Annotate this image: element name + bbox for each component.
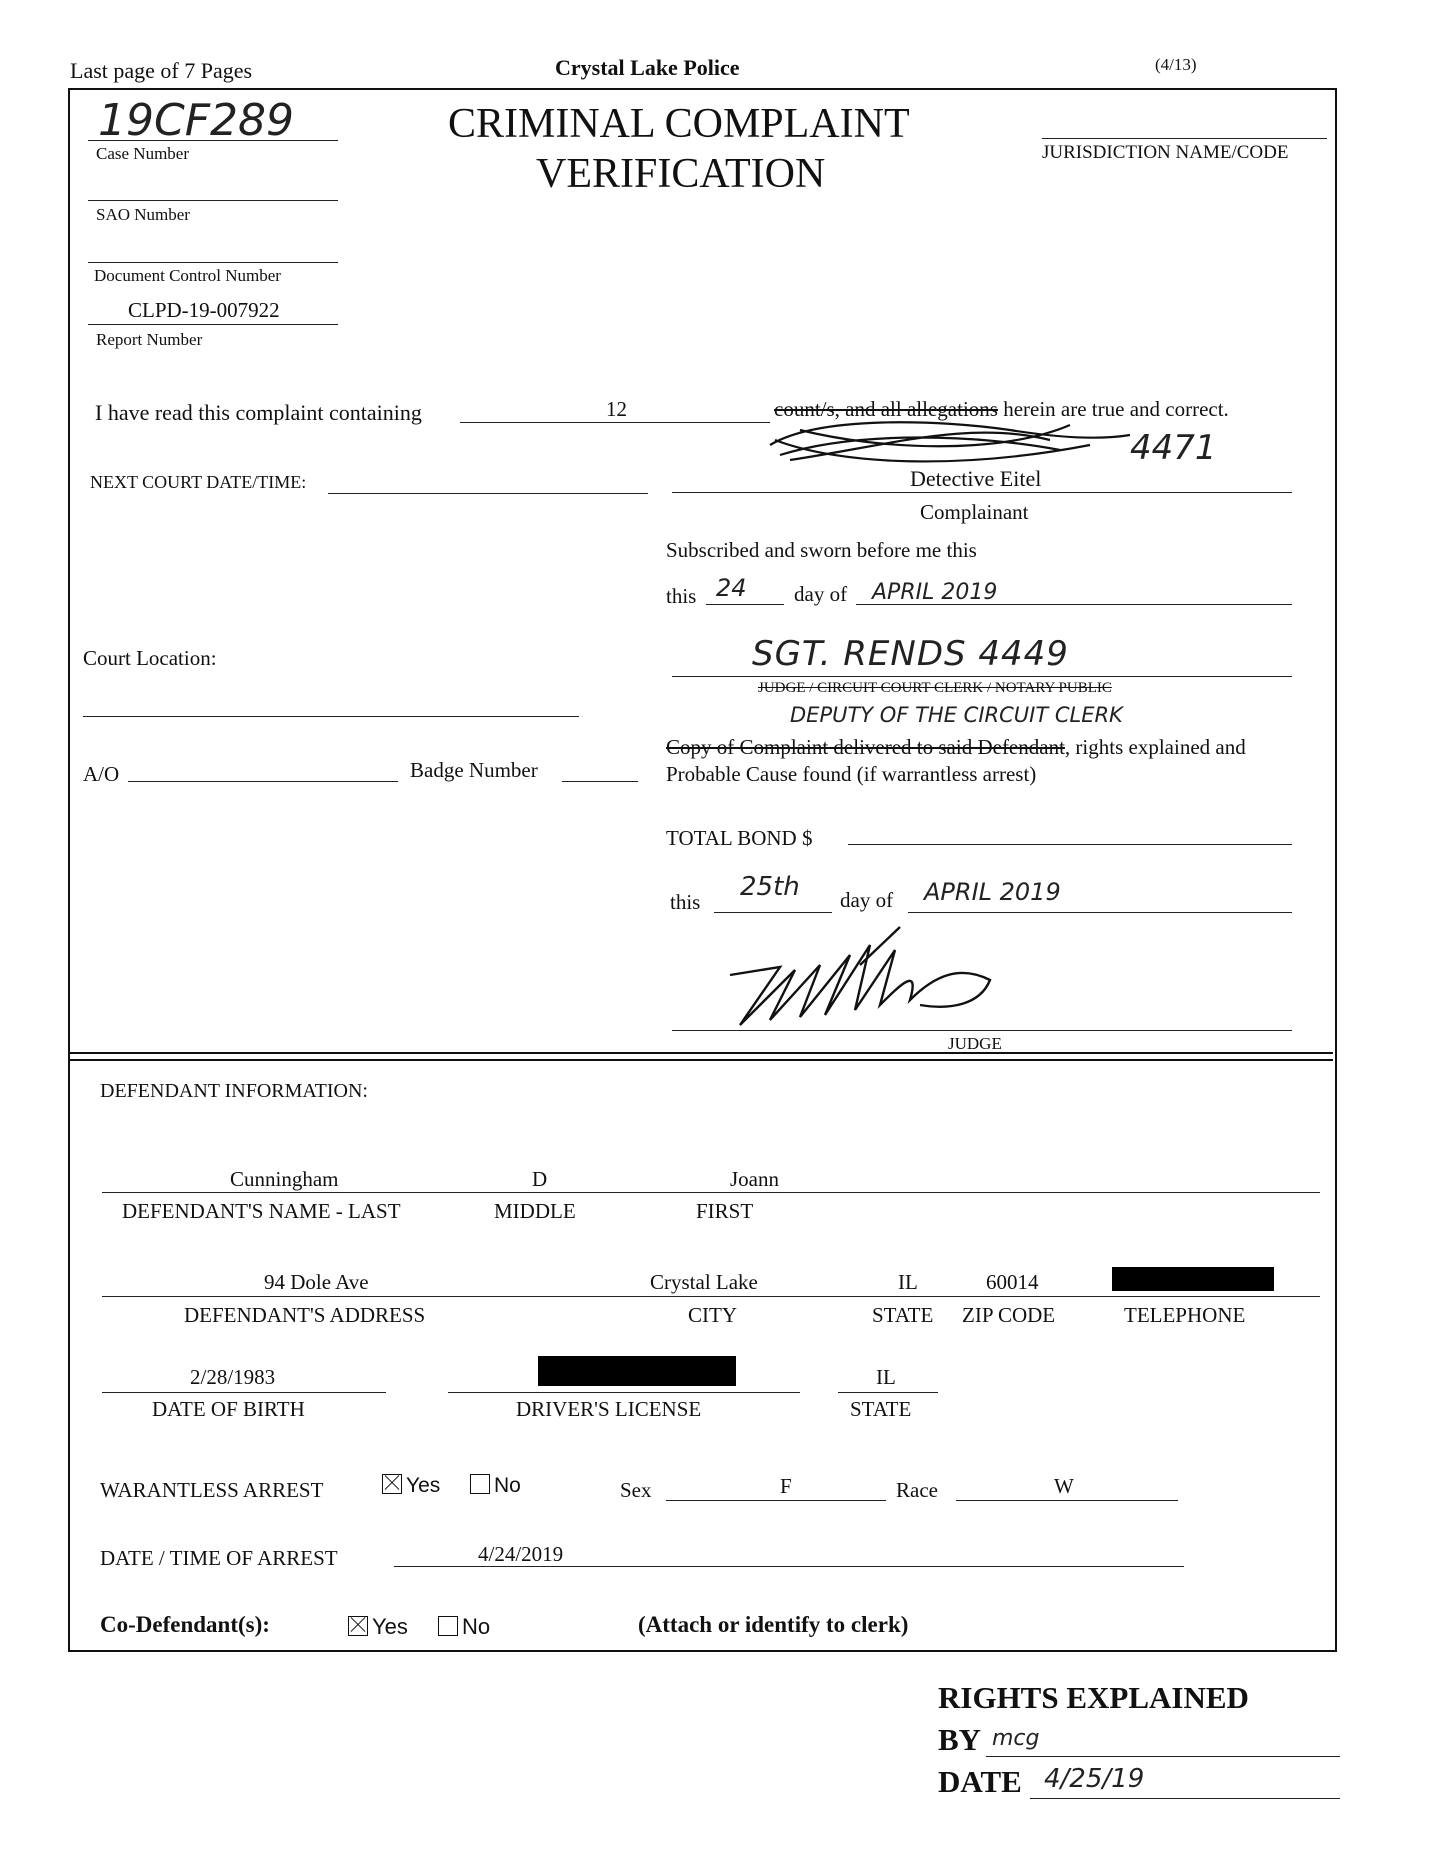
subscribed-text: Subscribed and sworn before me this	[666, 538, 977, 562]
report-number-label: Report Number	[96, 330, 203, 349]
warrantless-label: WARANTLESS ARREST	[100, 1478, 324, 1502]
rights-by-value: mcg	[992, 1726, 1040, 1751]
codefendant-no-checkbox	[438, 1616, 458, 1636]
sex-value: F	[780, 1474, 792, 1498]
warrantless-no-option	[470, 1474, 521, 1498]
warrantless-yes-checkbox	[382, 1474, 402, 1494]
state-label: STATE	[872, 1303, 934, 1327]
sworn-day-value: 24	[716, 574, 747, 602]
sworn-this-label: this	[666, 584, 697, 608]
arrest-datetime-value: 4/24/2019	[478, 1542, 564, 1566]
bond-month-line	[908, 912, 1292, 913]
dl-state-value: IL	[876, 1365, 896, 1389]
telephone-redaction	[1112, 1267, 1274, 1291]
bond-day-line	[714, 912, 832, 913]
dob-line	[102, 1392, 386, 1393]
case-number-line	[88, 140, 338, 141]
officer-title-handwritten: DEPUTY OF THE CIRCUIT CLERK	[790, 703, 1123, 727]
ao-line	[128, 781, 398, 782]
sworn-day-line	[706, 604, 784, 605]
ao-label: A/O	[83, 762, 120, 786]
codefendant-no-label: No	[462, 1614, 491, 1639]
race-line	[956, 1500, 1178, 1501]
warrantless-no-label: No	[494, 1474, 521, 1497]
middle-label: MIDDLE	[494, 1199, 576, 1223]
codefendant-yes-option	[348, 1614, 408, 1640]
sex-label: Sex	[620, 1478, 652, 1502]
drivers-license-line	[448, 1392, 800, 1393]
counts-text-struck: count/s, and all allegations	[774, 397, 998, 421]
city-label: CITY	[688, 1303, 737, 1327]
bond-day-value: 25th	[740, 872, 800, 902]
case-number-label: Case Number	[96, 144, 190, 163]
codefendant-yes-label: Yes	[372, 1614, 408, 1639]
probable-cause-text: Probable Cause found (if warrantless arrest)	[666, 762, 1037, 786]
arrest-datetime-label: DATE / TIME OF ARREST	[100, 1546, 338, 1570]
defendant-section-label: DEFENDANT INFORMATION:	[100, 1080, 368, 1102]
agency-name: Crystal Lake Police	[555, 55, 740, 80]
defendant-last-name: Cunningham	[230, 1167, 339, 1191]
defendant-address: 94 Dole Ave	[264, 1270, 369, 1294]
rights-date-line	[1030, 1798, 1340, 1799]
defendant-middle: D	[532, 1167, 548, 1191]
sao-number-line	[88, 200, 338, 201]
complainant-badge-handwritten: 4471	[1130, 428, 1217, 468]
officer-sig-line	[672, 676, 1292, 677]
sworn-day-of-label: day of	[794, 582, 848, 606]
next-court-label: NEXT COURT DATE/TIME:	[90, 472, 307, 492]
sao-number-label: SAO Number	[96, 205, 190, 224]
zip-code-label: ZIP CODE	[962, 1303, 1056, 1327]
codefendant-no-option	[438, 1614, 490, 1640]
judge-signature	[720, 925, 1010, 1035]
total-bond-label: TOTAL BOND $	[666, 826, 813, 850]
report-number-value: CLPD-19-007922	[128, 298, 280, 322]
rights-by-line	[986, 1756, 1340, 1757]
bond-day-of-label: day of	[840, 888, 894, 912]
rights-by-label: BY	[938, 1722, 982, 1757]
page-info: Last page of 7 Pages	[70, 58, 253, 83]
officer-title-struck: JUDGE / CIRCUIT COURT CLERK / NOTARY PUBLIC	[758, 680, 1112, 696]
court-location-line	[83, 716, 579, 717]
form-title-line1: CRIMINAL COMPLAINT	[448, 101, 910, 147]
warrantless-no-checkbox	[470, 1474, 490, 1494]
name-line	[102, 1192, 1320, 1193]
complainant-label: Complainant	[920, 500, 1029, 524]
codefendant-yes-checkbox	[348, 1616, 368, 1636]
next-court-line	[328, 493, 648, 494]
rights-date-value: 4/25/19	[1044, 1764, 1145, 1794]
telephone-label: TELEPHONE	[1124, 1303, 1246, 1327]
bond-month-value: APRIL 2019	[924, 878, 1061, 906]
first-name-label: FIRST	[696, 1199, 754, 1223]
defendant-zip: 60014	[986, 1270, 1039, 1294]
defendant-city: Crystal Lake	[650, 1270, 758, 1294]
doc-control-line	[88, 262, 338, 263]
rights-date-label: DATE	[938, 1764, 1022, 1799]
address-line	[102, 1296, 1320, 1297]
report-number-line	[88, 324, 338, 325]
copy-delivered-text	[666, 735, 1246, 760]
judge-label: JUDGE	[948, 1034, 1002, 1053]
total-bond-line	[848, 844, 1292, 845]
address-label: DEFENDANT'S ADDRESS	[184, 1303, 426, 1327]
drivers-license-redaction	[538, 1356, 736, 1386]
badge-number-label: Badge Number	[410, 758, 538, 782]
copy-delivered-rest: , rights explained and	[1064, 735, 1246, 759]
sex-line	[666, 1500, 886, 1501]
jurisdiction-label: JURISDICTION NAME/CODE	[1042, 142, 1289, 163]
drivers-license-label: DRIVER'S LICENSE	[516, 1397, 702, 1421]
officer-signature: SGT. RENDS 4449	[752, 634, 1069, 674]
badge-number-line	[562, 781, 638, 782]
dl-state-label: STATE	[850, 1397, 912, 1421]
counts-text-rest: herein are true and correct.	[997, 397, 1229, 421]
case-number-value: 19CF289	[98, 95, 295, 146]
jurisdiction-line	[1042, 138, 1327, 139]
dob-label: DATE OF BIRTH	[152, 1397, 305, 1421]
dl-state-line	[838, 1392, 938, 1393]
rights-explained-title: RIGHTS EXPLAINED	[938, 1680, 1249, 1715]
race-label: Race	[896, 1478, 938, 1502]
form-title-line2: VERIFICATION	[536, 151, 826, 197]
section-divider	[70, 1052, 1333, 1061]
judge-line	[672, 1030, 1292, 1031]
copy-delivered-struck: Copy of Complaint delivered to said Defendant	[666, 735, 1065, 759]
counts-line	[460, 422, 770, 423]
defendant-state: IL	[898, 1270, 918, 1294]
attach-identify-text: (Attach or identify to clerk)	[638, 1612, 909, 1637]
bond-this-label: this	[670, 890, 701, 914]
counts-value: 12	[606, 397, 627, 421]
codefendant-label: Co-Defendant(s):	[100, 1612, 270, 1637]
race-value: W	[1054, 1474, 1074, 1498]
warrantless-yes-label: Yes	[406, 1474, 441, 1497]
defendant-first-name: Joann	[730, 1167, 779, 1191]
complainant-name: Detective Eitel	[910, 466, 1042, 491]
defendant-dob: 2/28/1983	[190, 1365, 276, 1389]
read-complaint-text: I have read this complaint containing	[95, 400, 422, 425]
court-location-label: Court Location:	[83, 646, 217, 670]
warrantless-yes-option	[382, 1474, 440, 1498]
last-name-label: DEFENDANT'S NAME - LAST	[122, 1199, 401, 1223]
complainant-line	[672, 492, 1292, 493]
form-revision: (4/13)	[1155, 55, 1197, 74]
doc-control-label: Document Control Number	[94, 266, 281, 285]
sworn-month-value: APRIL 2019	[872, 580, 998, 605]
